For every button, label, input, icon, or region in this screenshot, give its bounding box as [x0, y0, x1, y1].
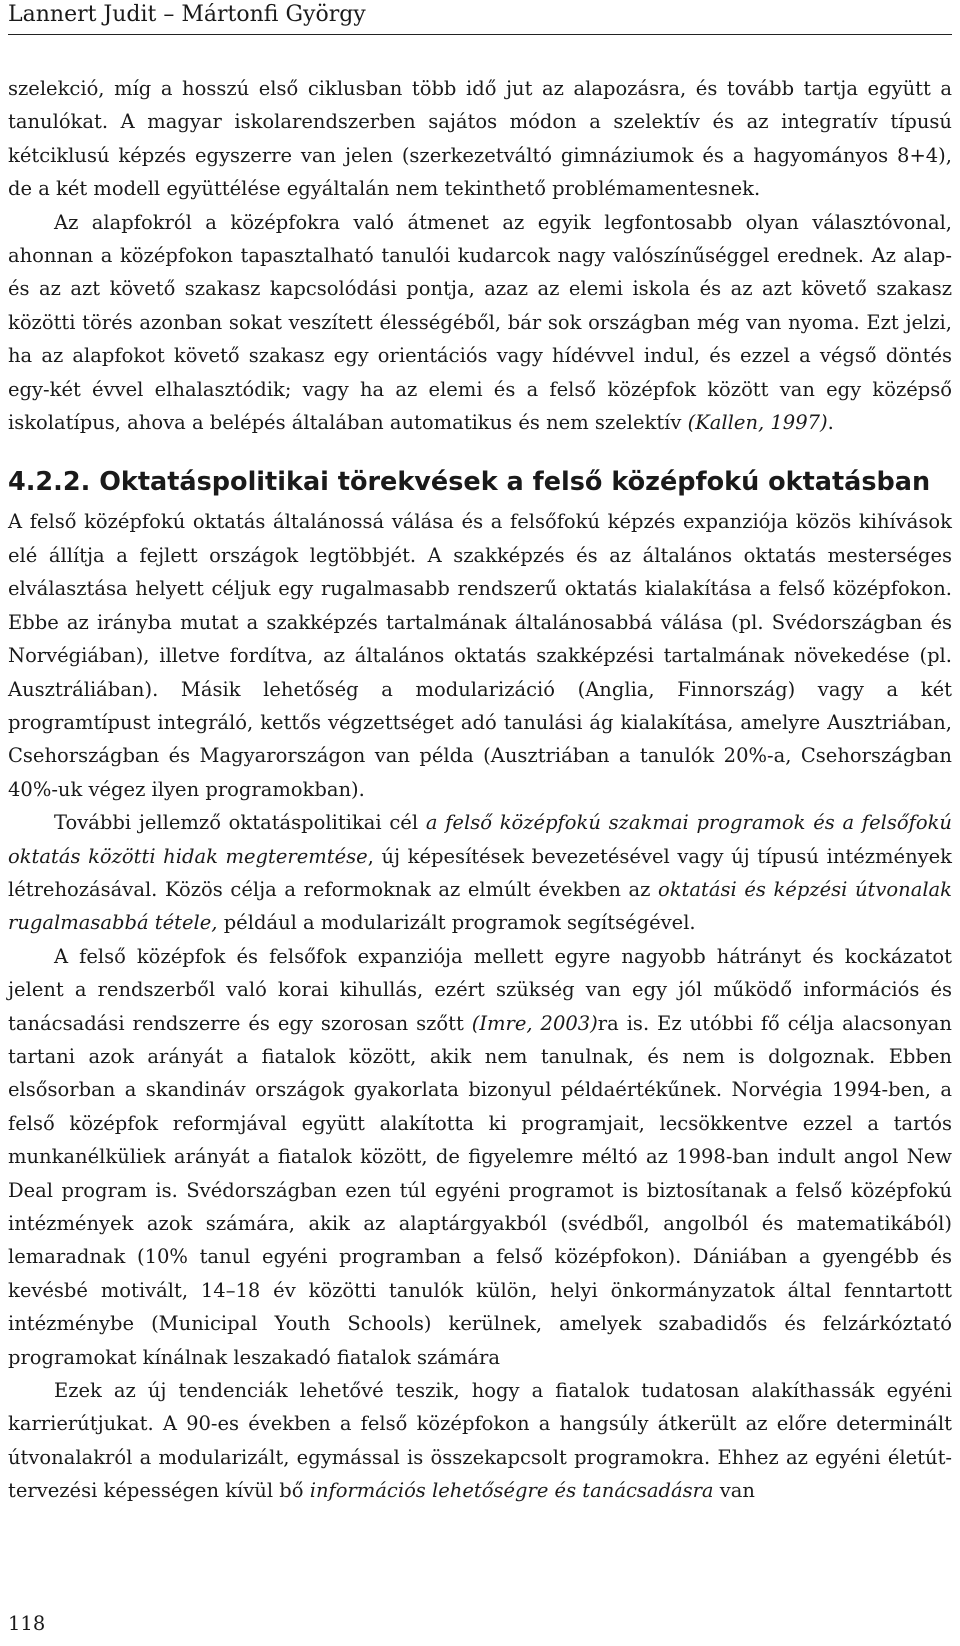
text-run: például a modularizált programok segítségével. — [217, 911, 696, 935]
text-run: A felső középfokú oktatás általánossá válása és a felsőfokú képzés expanziója közös kihívások elé állítja a fejlett országok legtöbbjét. A szakképzés és az általános oktatás mesterséges elválasztása helyett céljuk egy rugalmasabb rendszerű oktatás kialakítása a felső középfokon. Ebbe az irányba mutat a szakképzés tartalmának általánosabbá válása (pl. Svédországban és Norvégiában), illetve fordítva, az általános oktatás szakképzési tartalmának növekedése (pl. Ausztráliában). Másik lehetőség a modularizáció (Anglia, Finnország) vagy a két programtípust integráló, kettős végzettséget adó tanulási ág kialakítása, amelyre Ausztriában, Csehországban és Magyarországon van példa (Ausztriában a tanulók 20%-a, Csehországban 40%-uk végez ilyen programokban). — [8, 510, 952, 801]
emphasis: oktatási és képzési útvonalak rugalmasabbá tétele, — [8, 877, 952, 935]
page-number: 118 — [8, 1612, 46, 1635]
text-run: Az alapfokról a középfokra való átmenet az egyik legfontosabb olyan választóvonal, ahonnan a középfokon tapasztalható tanulói kudarcok nagy valószínűséggel erednek. Az alap- és az azt követő szakasz kapcsolódási pontja, azaz az elemi iskola és az azt követő szakasz közötti törés azonban sokat veszített élességéből, bár sok országban még van nyoma. Ezt jelzi, ha az alapfokot követő szakasz egy orientációs vagy hídévvel indul, és ezzel a végső döntés egy-két évvel elhalasztódik; vagy ha az elemi és a felső középfok között van egy középső iskolatípus, ahova a belépés általában automatikus és nem szelektív — [8, 210, 952, 435]
text-run: . — [827, 411, 834, 435]
section-heading — [8, 459, 952, 505]
paragraph — [8, 806, 952, 940]
paragraph — [8, 940, 952, 1374]
text-run: , új képesítések bevezetésével vagy új típusú intézmények létrehozásával. Közös célja a reformoknak az elmúlt években az — [8, 844, 953, 901]
paragraph-continued — [8, 72, 952, 206]
text-run: ra is. Ez utóbbi fő célja alacsonyan tartani azok arányát a fiatalok között, akik nem tanulnak, és nem is dolgoznak. Ebben elsősorban a skandináv országok gyakorlata bizonyul példaértékűnek. Norvégia 1994-ben, a felső középfok reformjával együtt alakította ki programjait, lecsökkentve ezzel a tartós munkanélküliek arányát a fiatalok között, de figyelemre méltó az 1998-ban indult angol New Deal program is. Svédországban ezen túl egyéni programot is biztosítanak a felső középfokú intézmények azok számára, akik az alaptárgyakból (svédből, angolból és matematikából) lemaradnak (10% tanul egyéni programban a felső középfokon). Dániában a gyengébb és kevésbé motivált, 14–18 év közötti tanulók külön, helyi önkormányzatok által fenntartott intézménybe (Municipal Youth Schools) kerülnek, amelyek szabadidős és felzárkóztató programokat kínálnak leszakadó fiatalok számára — [8, 1011, 952, 1369]
paragraph — [8, 206, 952, 440]
section-number: 4.2.2. — [8, 467, 91, 498]
text-run: További jellemző oktatáspolitikai cél — [54, 811, 426, 835]
emphasis: információs lehetőségre és tanácsadásra — [309, 1479, 714, 1503]
running-title: Lannert Judit – Mártonfi György — [8, 2, 366, 27]
paragraph — [8, 505, 952, 806]
text-run: A felső középfok és felsőfok expanziója mellett egyre nagyobb hátrányt és kockázatot jelent a rendszerből való korai kihullás, ezért szükség van egy jól működő információs és tanácsadási rendszerre és egy szorosan szőtt — [8, 944, 952, 1035]
citation: (Kallen, 1997) — [687, 411, 828, 435]
section-title: Oktatáspolitikai törekvések a felső középfokú oktatásban — [99, 467, 931, 498]
text-run: Ezek az új tendenciák lehetővé teszik, hogy a fiatalok tudatosan alakíthassák egyéni karrierútjukat. A 90-es években a felső középfokon a hangsúly átkerült az előre determinált útvonalakról a modularizált, egymással is összekapcsolt programokra. Ehhez az egyéni életút-tervezési képességen kívül bő — [8, 1379, 952, 1503]
paragraph — [8, 1374, 952, 1508]
page-body — [8, 72, 952, 1508]
running-header — [8, 0, 952, 35]
text-run: van — [713, 1479, 755, 1503]
emphasis: (Imre, 2003) — [471, 1011, 598, 1035]
emphasis: a felső középfokú szakmai programok és a felsőfokú oktatás közötti hidak megteremtése — [8, 811, 952, 868]
text-run: szelekció, míg a hosszú első ciklusban több idő jut az alapozásra, és tovább tartja együtt a tanulókat. A magyar iskolarendszerben sajátos módon a szelektív és az integratív típusú kétciklusú képzés egyszerre van jelen (szerkezetváltó gimnáziumok és a hagyományos 8+4), de a két modell együttélése egyáltalán nem tekinthető problémamentesnek. — [8, 77, 952, 201]
